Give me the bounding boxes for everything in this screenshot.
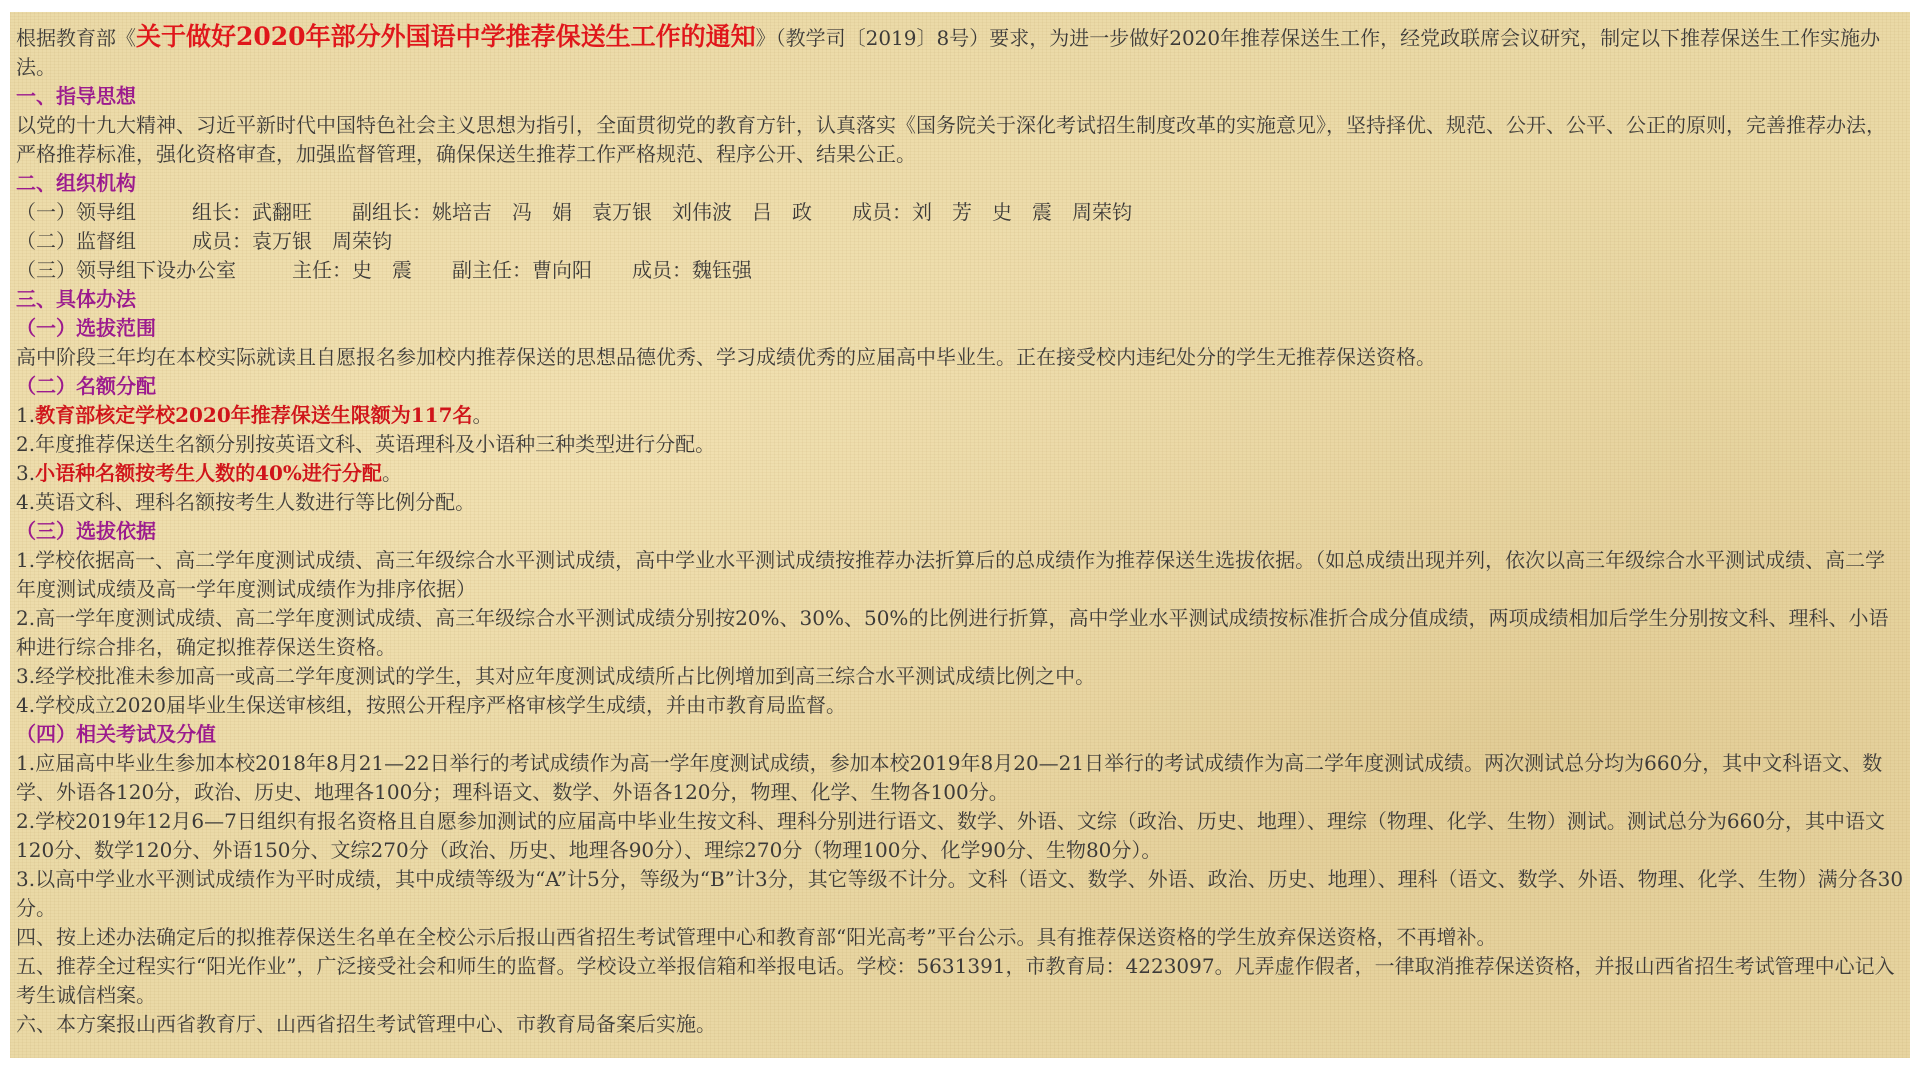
intro-pre: 根据教育部《 [16, 26, 136, 50]
subsection-heading-exams: （四）相关考试及分值 [16, 722, 216, 746]
section-heading-organization: 二、组织机构 [16, 171, 136, 195]
intro-post: 》（教学司〔2019〕8号）要求，为进一步做好2020年推荐保送生工作，经党政联席会议研究，制定以下推荐保送生工作实施办法。 [16, 26, 1881, 79]
exam-item: 1.应届高中毕业生参加本校2018年8月21—22日举行的考试成绩作为高一学年度测试成绩，参加本校2019年8月20—21日举行的考试成绩作为高二学年度测试成绩。两次测试总分均为660分，其中文科语文、数学、外语各120分，政治、历史、地理各100分；理科语文、数学、外语各120分，物理、化学、生物各100分。 [16, 751, 1883, 804]
subsection-heading-basis: （三）选拔依据 [16, 519, 156, 543]
org-group: （一）领导组 [16, 200, 136, 224]
org-members: 成员：刘 芳 史 震 周荣钧 [852, 200, 1132, 224]
item-number: 3. [16, 461, 36, 485]
subsection-heading-scope: （一）选拔范围 [16, 316, 156, 340]
org-deputy-director: 副主任：曹向阳 [452, 258, 592, 282]
quota-item [16, 401, 1904, 430]
org-leader: 组长：武翻旺 [192, 200, 312, 224]
item-number: 1. [16, 403, 36, 427]
org-row-supervision [16, 227, 1904, 256]
section-heading-guiding-thought: 一、指导思想 [16, 84, 136, 108]
subsection-heading-quota: （二）名额分配 [16, 374, 156, 398]
guiding-thought-text: 以党的十九大精神、习近平新时代中国特色社会主义思想为指引，全面贯彻党的教育方针，认真落实《国务院关于深化考试招生制度改革的实施意见》，坚持择优、规范、公开、公平、公正的原则，完善推荐办法，严格推荐标准，强化资格审查，加强监督管理，确保保送生推荐工作严格规范、程序公开、结果公正。 [16, 113, 1886, 166]
closing-filing: 六、本方案报山西省教育厅、山西省招生考试管理中心、市教育局备案后实施。 [16, 1012, 716, 1036]
basis-item: 1.学校依据高一、高二学年度测试成绩、高三年级综合水平测试成绩，高中学业水平测试成绩按推荐办法折算后的总成绩作为推荐保送生选拔依据。（如总成绩出现并列，依次以高三年级综合水平测试成绩、高二学年度测试成绩及高一学年度测试成绩作为排序依据） [16, 548, 1886, 601]
quota-item [16, 488, 1904, 517]
org-director: 主任：史 震 [292, 258, 412, 282]
basis-item: 3.经学校批准未参加高一或高二学年度测试的学生，其对应年度测试成绩所占比例增加到高三综合水平测试成绩比例之中。 [16, 664, 1096, 688]
document-page [10, 12, 1910, 1058]
org-members: 成员：袁万银 周荣钧 [192, 229, 392, 253]
org-row-office [16, 256, 1904, 285]
org-group: （二）监督组 [16, 229, 136, 253]
org-deputy: 副组长：姚培吉 冯 娟 袁万银 刘伟波 吕 政 [352, 200, 812, 224]
basis-item: 2.高一学年度测试成绩、高二学年度测试成绩、高三年级综合水平测试成绩分别按20%、30%、50%的比例进行折算，高中学业水平测试成绩按标准折合成分值成绩，两项成绩相加后学生分别按文科、理科、小语种进行综合排名，确定拟推荐保送生资格。 [16, 606, 1889, 659]
item-tail: 。 [472, 403, 493, 427]
quota-highlight: 小语种名额按考生人数的40%进行分配 [35, 461, 382, 485]
quota-text: 年度推荐保送生名额分别按英语文科、英语理科及小语种三种类型进行分配。 [35, 432, 716, 456]
quota-highlight: 教育部核定学校2020年推荐保送生限额为117名 [35, 403, 473, 427]
item-number: 4. [16, 490, 36, 514]
scope-text: 高中阶段三年均在本校实际就读且自愿报名参加校内推荐保送的思想品德优秀、学习成绩优秀的应届高中毕业生。正在接受校内违纪处分的学生无推荐保送资格。 [16, 345, 1436, 369]
exam-item: 2.学校2019年12月6—7日组织有报名资格且自愿参加测试的应届高中毕业生按文科、理科分别进行语文、数学、外语、文综（政治、历史、地理）、理综（物理、化学、生物）测试。测试总分为660分，其中语文120分、数学120分、外语150分、文综270分（政治、历史、地理各90分）、理综270分（物理100分、化学90分、生物80分）。 [16, 809, 1886, 862]
notice-title: 关于做好2020年部分外国语中学推荐保送生工作的通知 [136, 22, 756, 51]
closing-publicity: 四、按上述办法确定后的拟推荐保送生名单在全校公示后报山西省招生考试管理中心和教育部“阳光高考”平台公示。具有推荐保送资格的学生放弃保送资格，不再增补。 [16, 925, 1497, 949]
section-heading-methods: 三、具体办法 [16, 287, 136, 311]
org-group: （三）领导组下设办公室 [16, 258, 236, 282]
quota-item [16, 430, 1904, 459]
intro-paragraph [16, 22, 1904, 82]
exam-item: 3.以高中学业水平测试成绩作为平时成绩，其中成绩等级为“A”计5分，等级为“B”计3分，其它等级不计分。文科（语文、数学、外语、政治、历史、地理）、理科（语文、数学、外语、物理、化学、生物）满分各30分。 [16, 867, 1904, 920]
item-number: 2. [16, 432, 36, 456]
quota-item [16, 459, 1904, 488]
org-members: 成员：魏钰强 [632, 258, 752, 282]
item-tail: 。 [381, 461, 402, 485]
org-row-leadership [16, 198, 1904, 227]
quota-text: 英语文科、理科名额按考生人数进行等比例分配。 [35, 490, 476, 514]
basis-item: 4.学校成立2020届毕业生保送审核组，按照公开程序严格审核学生成绩，并由市教育局监督。 [16, 693, 846, 717]
closing-supervision: 五、推荐全过程实行“阳光作业”，广泛接受社会和师生的监督。学校设立举报信箱和举报电话。学校：5631391，市教育局：4223097。凡弄虚作假者，一律取消推荐保送资格，并报山西省招生考试管理中心记入考生诚信档案。 [16, 954, 1895, 1007]
